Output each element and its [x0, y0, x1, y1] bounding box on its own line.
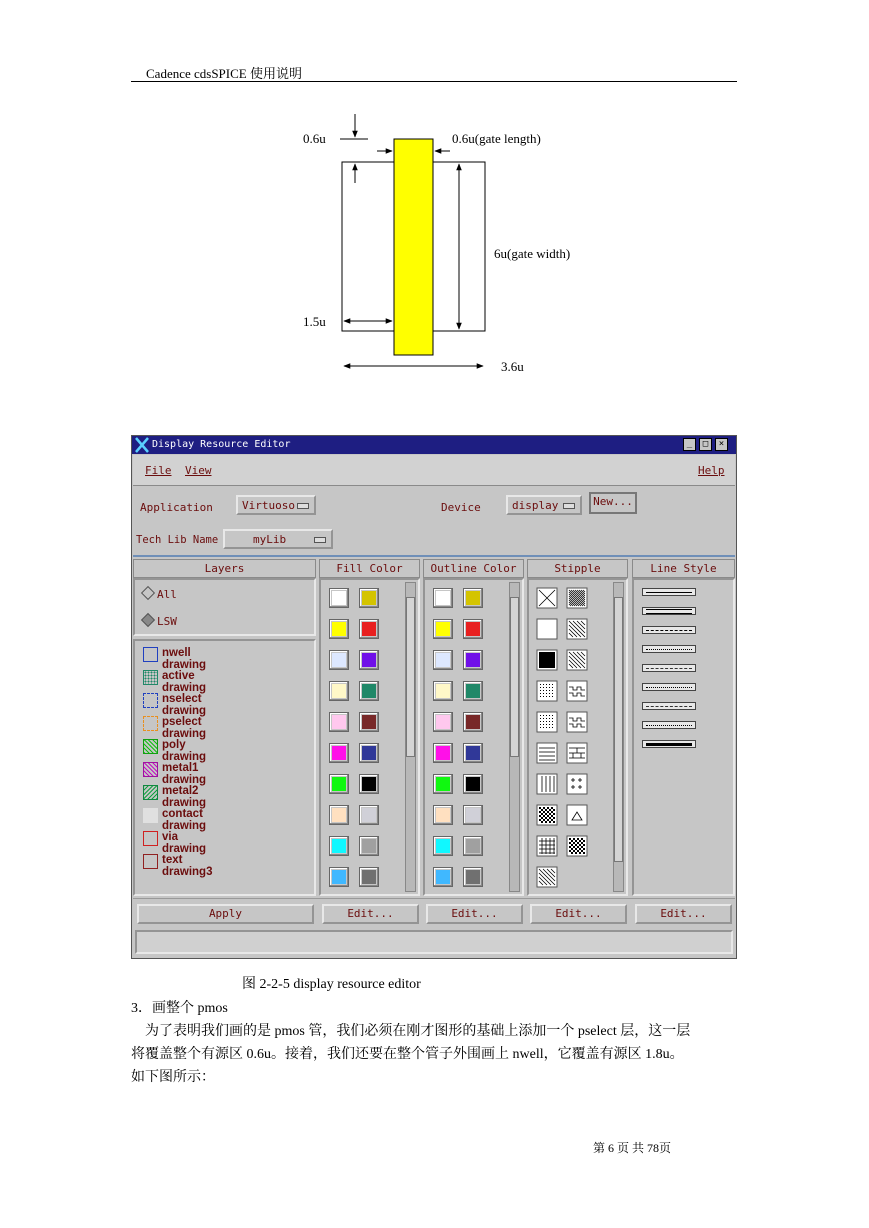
color-swatch[interactable] [359, 774, 379, 794]
color-swatch[interactable] [463, 774, 483, 794]
title-bar[interactable] [132, 436, 736, 454]
page-footer: 第 6 页 共 78页 [593, 1141, 672, 1155]
edit-fill-button[interactable]: Edit... [322, 904, 419, 924]
layer-filter-panel [133, 578, 316, 636]
color-swatch[interactable] [329, 836, 349, 856]
fill-color-panel [319, 578, 420, 896]
filter-lsw-label: LSW [157, 615, 177, 628]
device-dropdown[interactable] [506, 495, 582, 515]
color-swatch[interactable] [463, 805, 483, 825]
stipple-diag-icon[interactable] [567, 650, 587, 670]
color-swatch[interactable] [433, 836, 453, 856]
stipple-blank-icon[interactable] [537, 619, 557, 639]
color-swatch[interactable] [463, 588, 483, 608]
maximize-button[interactable]: □ [699, 438, 712, 451]
color-swatch[interactable] [433, 743, 453, 763]
filter-all-radio[interactable] [143, 588, 177, 601]
techlib-dropdown[interactable] [223, 529, 333, 549]
edit-stipple-button[interactable]: Edit... [530, 904, 627, 924]
dotted-line-icon[interactable] [642, 721, 696, 729]
menu-bar [133, 455, 735, 486]
dashed-line-icon[interactable] [642, 626, 696, 634]
button-row [133, 898, 735, 927]
layer-name: active drawing [162, 670, 207, 694]
color-swatch[interactable] [329, 712, 349, 732]
color-swatch[interactable] [463, 619, 483, 639]
status-bar [135, 930, 733, 954]
techlib-label: Tech Lib Name [136, 534, 219, 546]
filter-lsw-radio[interactable] [143, 615, 177, 628]
layer-name: pselect drawing [162, 716, 207, 740]
dropdown-indicator-icon [297, 503, 309, 509]
layer-name: nselect drawing [162, 693, 207, 717]
close-button[interactable]: × [715, 438, 728, 451]
purple-hatch-icon [143, 762, 158, 777]
device-value: display [512, 499, 559, 512]
color-swatch[interactable] [433, 805, 453, 825]
color-swatch[interactable] [433, 650, 453, 670]
stipple-brick-icon[interactable] [567, 743, 587, 763]
gate-offset-label: 0.6u [303, 131, 326, 146]
stipple-diag-dense-icon[interactable] [567, 588, 587, 608]
body-paragraph-line: 将覆盖整个有源区 0.6u。接着，我们还要在整个管子外围画上 nwell，它覆盖有源区 1.8u。 [131, 1047, 684, 1062]
section-heading: 3．画整个 pmos [131, 1001, 228, 1016]
stipple-diag-icon[interactable] [567, 619, 587, 639]
poly-gate-rect [394, 139, 433, 355]
blue-dashed-icon [143, 693, 158, 708]
window-title: Display Resource Editor [152, 439, 291, 450]
thick-line-icon[interactable] [642, 740, 696, 748]
document-header: Cadence cdsSPICE 使用说明 [146, 66, 302, 81]
stipple-checker-icon[interactable] [537, 805, 557, 825]
dropdown-indicator-icon [563, 503, 575, 509]
color-swatch[interactable] [329, 650, 349, 670]
layer-name: metal1 drawing [162, 762, 207, 786]
stipple-dots-icon[interactable] [537, 712, 557, 732]
section-divider [133, 555, 735, 557]
green-hatch-icon [143, 739, 158, 754]
color-swatch[interactable] [359, 681, 379, 701]
stipple-zigzag-icon[interactable] [567, 712, 587, 732]
line-style-header: Line Style [632, 559, 735, 578]
figure-caption: 图 2-2-5 display resource editor [242, 977, 421, 992]
x-logo-icon [134, 437, 150, 453]
stipple-triangle-icon[interactable] [567, 805, 587, 825]
stipple-plus-icon[interactable] [567, 774, 587, 794]
application-label: Application [140, 501, 213, 514]
layer-name: metal2 drawing [162, 785, 207, 809]
stipple-wave-icon[interactable] [567, 681, 587, 701]
header-rule [131, 81, 737, 82]
color-swatch[interactable] [433, 774, 453, 794]
filter-all-label: All [157, 588, 177, 601]
body-paragraph-line: 为了表明我们画的是 pmos 管，我们必须在刚才图形的基础上添加一个 pselect 层，这一层 [145, 1024, 691, 1039]
color-swatch[interactable] [329, 867, 349, 887]
color-swatch[interactable] [463, 867, 483, 887]
stipple-grid [529, 580, 609, 892]
stipple-grid-icon[interactable] [537, 836, 557, 856]
color-swatch[interactable] [433, 867, 453, 887]
new-button[interactable]: New... [589, 492, 637, 514]
device-label: Device [441, 501, 481, 514]
radio-on-icon [141, 613, 155, 627]
color-swatch[interactable] [433, 588, 453, 608]
layer-name: via drawing [162, 831, 207, 855]
orange-dashed-icon [143, 716, 158, 731]
color-swatch[interactable] [359, 743, 379, 763]
stipple-diag-icon[interactable] [537, 867, 557, 887]
green-hatch-icon [143, 785, 158, 800]
stipple-scrollbar[interactable] [613, 582, 624, 892]
menu-help[interactable]: Help [698, 464, 725, 477]
color-swatch[interactable] [463, 681, 483, 701]
menu-view[interactable]: View [185, 464, 212, 477]
color-swatch[interactable] [329, 619, 349, 639]
layer-name: nwell drawing [162, 647, 207, 671]
stipple-hlines-icon[interactable] [537, 743, 557, 763]
edit-outline-button[interactable]: Edit... [426, 904, 523, 924]
display-resource-editor-window [131, 435, 737, 959]
color-swatch[interactable] [359, 650, 379, 670]
stipple-x-icon[interactable] [537, 588, 557, 608]
scrollbar-thumb[interactable] [406, 597, 415, 757]
double-line-icon[interactable] [642, 607, 696, 615]
darkred-outline-icon [143, 854, 158, 869]
minimize-button[interactable]: _ [683, 438, 696, 451]
techlib-value: myLib [253, 533, 287, 546]
color-swatch[interactable] [359, 867, 379, 887]
stipple-checker-icon[interactable] [567, 836, 587, 856]
color-swatch[interactable] [329, 743, 349, 763]
color-swatch[interactable] [463, 836, 483, 856]
color-swatch[interactable] [329, 774, 349, 794]
application-value: Virtuoso [242, 499, 295, 512]
green-dotted-icon [143, 670, 158, 685]
color-swatch[interactable] [359, 712, 379, 732]
gate-length-label: 0.6u(gate length) [452, 131, 541, 146]
layer-list [133, 639, 316, 896]
stipple-header: Stipple [527, 559, 628, 578]
color-swatch[interactable] [359, 805, 379, 825]
stipple-dots-icon[interactable] [537, 681, 557, 701]
radio-off-icon [141, 586, 155, 600]
outline-color-panel [423, 578, 524, 896]
layers-header: Layers [133, 559, 316, 578]
stipple-panel [527, 578, 628, 896]
red-outline-icon [143, 831, 158, 846]
dash-dot-line-icon[interactable] [642, 664, 696, 672]
solid-line-icon[interactable] [642, 588, 696, 596]
stipple-vlines-icon[interactable] [537, 774, 557, 794]
body-paragraph-line: 如下图所示： [131, 1070, 215, 1085]
color-swatch[interactable] [359, 588, 379, 608]
layer-name: text drawing3 [162, 854, 213, 878]
scrollbar-thumb[interactable] [510, 597, 519, 757]
fill-color-header: Fill Color [319, 559, 420, 578]
layer-name: poly drawing [162, 739, 207, 763]
outline-color-header: Outline Color [423, 559, 524, 578]
dash-dot-line-icon[interactable] [642, 702, 696, 710]
color-swatch[interactable] [433, 712, 453, 732]
apply-button[interactable]: Apply [137, 904, 314, 924]
scrollbar-thumb[interactable] [614, 597, 623, 862]
dropdown-indicator-icon [314, 537, 326, 543]
color-swatch[interactable] [329, 681, 349, 701]
gate-width-label: 6u(gate width) [494, 246, 571, 261]
grey-fill-icon [143, 808, 158, 823]
color-swatch[interactable] [433, 681, 453, 701]
edit-line-style-button[interactable]: Edit... [635, 904, 732, 924]
color-swatch[interactable] [463, 712, 483, 732]
color-swatch[interactable] [329, 805, 349, 825]
blue-outline-icon [143, 647, 158, 662]
application-dropdown[interactable] [236, 495, 316, 515]
stipple-solid-icon[interactable] [537, 650, 557, 670]
menu-file[interactable]: File [145, 464, 172, 477]
color-swatch[interactable] [463, 743, 483, 763]
color-swatch[interactable] [329, 588, 349, 608]
dotted-line-icon[interactable] [642, 645, 696, 653]
color-swatch[interactable] [359, 619, 379, 639]
color-swatch[interactable] [463, 650, 483, 670]
color-swatch[interactable] [433, 619, 453, 639]
fill-color-scrollbar[interactable] [405, 582, 416, 892]
layer-name: contact drawing [162, 808, 207, 832]
line-style-panel [632, 578, 735, 896]
total-width-label: 3.6u [501, 359, 524, 374]
outline-color-scrollbar[interactable] [509, 582, 520, 892]
left-extension-label: 1.5u [303, 314, 326, 329]
dotted-line-icon[interactable] [642, 683, 696, 691]
color-swatch[interactable] [359, 836, 379, 856]
